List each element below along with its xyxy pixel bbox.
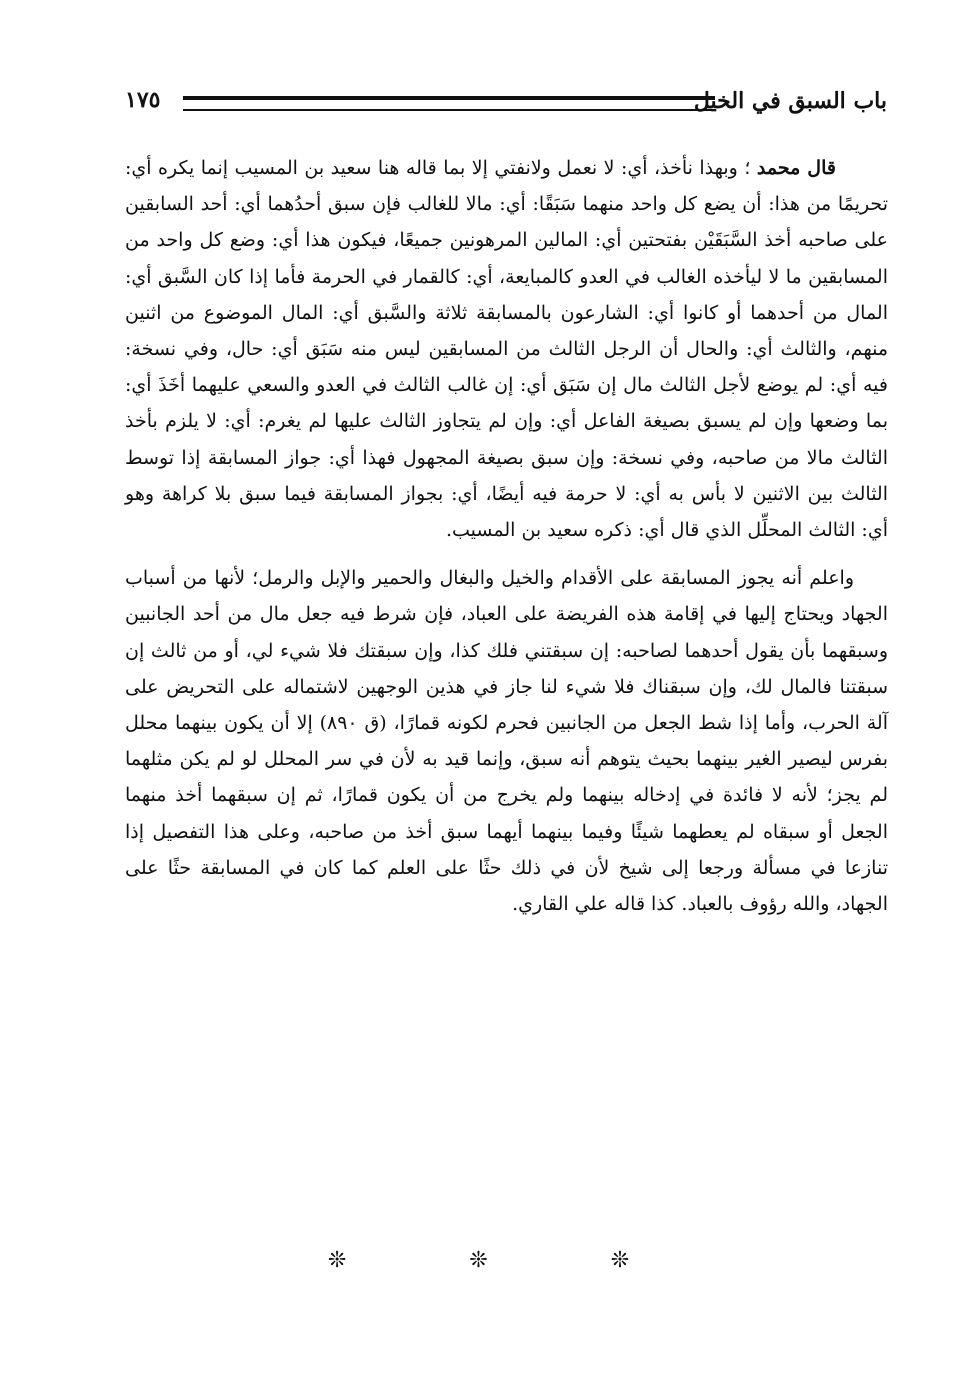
paragraph-2: واعلم أنه يجوز المسابقة على الأقدام والخيل والبغال والحمير والإبل والرمل؛ لأنها من أسباب الجهاد ويحتاج إليها في إقامة هذه الفريضة على العباد، فإن شرط فيه جعل مال من أحد الجانبين وسبقهما بأن يقول أحدهما لصاحبه: إن سبقتني فلك كذا، وإن سبقتك فلا شيء لي، أو من ثالث إن سبقتنا فالمال لك، وإن سبقناك فلا شيء لنا جاز في هذين الوجهين لاشتماله على التحريض على آلة الحرب، وأما إذا شط الجعل من الجانبين فحرم لكونه قمارًا، (ق ٨٩٠) إلا أن يكون بينهما محلل بفرس ليصير الغير بينهما بحيث يتوهم أنه سبق، وإنما قيد به لأن في سر المحلل لو لم يكن مثلهما لم يجز؛ لأنه لا فائدة في إدخاله بينهما ولم يخرج من أن يكون قمارًا، ثم إن سبقهما أخذ منهما الجعل أو سبقاه لم يعطهما شيئًا وفيما بينهما أيهما سبق أخذ من صاحبه، وعلى هذا التفصيل إذا تنازعا في مسألة ورجعا إلى شيخ لأن في ذلك حثًا على العلم كما كان في المسابقة حثًا على الجهاد، والله رؤوف بالعباد. كذا قاله علي القاري. [125, 567, 888, 916]
speaker-label: قال محمد [756, 157, 836, 179]
header-rule [183, 96, 715, 111]
paragraph-1 [125, 150, 888, 548]
running-title: باب السبق في الخيل [693, 88, 887, 114]
paragraph-1-text: ؛ وبهذا نأخذ، أي: لا نعمل ولانفتي إلا بما قاله هنا سعيد بن المسيب إنما يكره أي: تحريمًا من هذا: أن يضع كل واحد منهما سَبَقًا: أي: مالا للغالب فإن سبق أحدُهما أي: أحد السابقين على صاحبه أخذ السَّبَقَيْن بفتحتين أي: المالين المرهونين جميعًا، فيكون هذا أي: وضع كل واحد من المسابقين ما لا ليأخذه الغالب في العدو كالمبايعة، أي: كالقمار في الحرمة فأما إذا كان السَّبق أي: المال من أحدهما أو كانوا أي: الشارعون بالمسابقة ثلاثة والسَّبق أي: المال الموضوع من اثنين منهم، والثالث أي: والحال أن الرجل الثالث من المسابقين ليس منه سَبَق أي: حال، وفي نسخة: فيه أي: لم يوضع لأجل الثالث مال إن سَبَق أي: إن غالب الثالث في العدو والسعي عليهما أخَذَ أي: بما وضعها وإن لم يسبق بصيغة الفاعل أي: وإن لم يتجاوز الثالث عليها لم يغرم: أي: لا يلزم بأخذ الثالث مالا من صاحبه، وفي نسخة: وإن سبق بصيغة المجهول فهذا أي: جواز المسابقة إذا توسط الثالث بين الاثنين لا بأس به أي: لا حرمة فيه أيضًا، أي: بجواز المسابقة فيما سبق بلا كراهة وهو أي: الثالث المحلِّل الذي قال أي: ذكره سعيد بن المسيب. [125, 157, 888, 542]
page-number: ١٧٥ [125, 87, 161, 113]
page-header [125, 86, 887, 122]
section-end-ornament: ❊ ❊ ❊ [327, 1248, 688, 1273]
body-text [125, 150, 888, 922]
